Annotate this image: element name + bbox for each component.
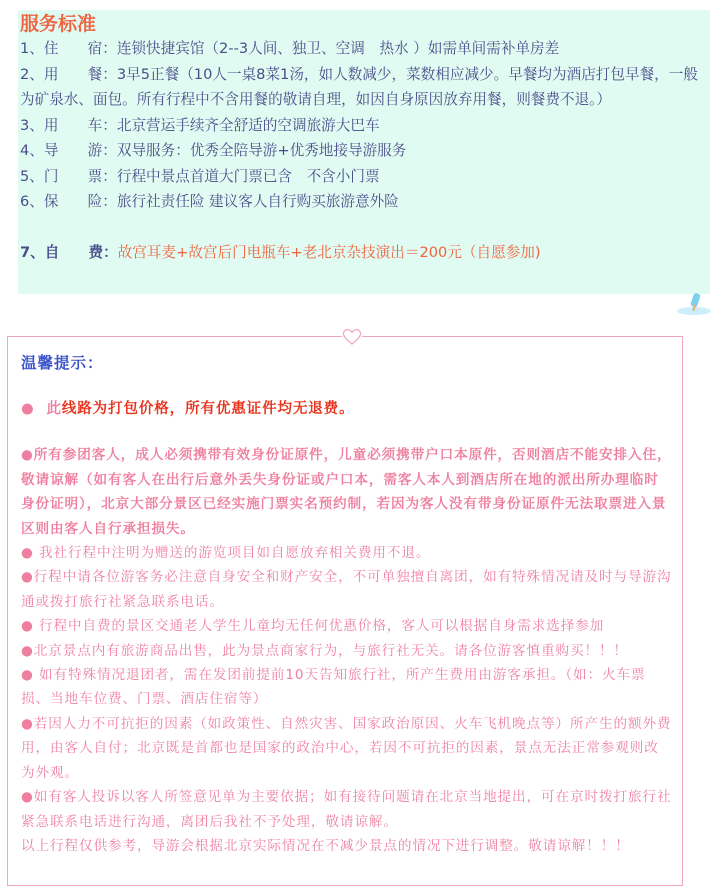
service-line-insurance xyxy=(20,189,712,215)
service-line-value: 北京营运手续齐全舒适的空调旅游大巴车 xyxy=(116,116,380,134)
service-line-transport xyxy=(20,113,712,139)
tip-free-items: ● 我社行程中注明为赠送的游览项目如自愿放弃相关费用不退。 xyxy=(21,545,431,562)
service-line-value: 3早5正餐（10人一桌8菜1汤，如人数减少，菜数相应减少。早餐均为酒店打包早餐，一般为矿泉水、面包。所有行程中不含用餐的敬请自理，如因自身原因放弃用餐，则餐费不退。） xyxy=(20,65,698,108)
tip-force-majeure: ●若因人力不可抗拒的因素（如政策性、自然灾害、国家政治原因、火车飞机晚点等）所产生的额外费用，由客人自付；北京既是首都也是国家的政治中心，若因不可抗拒的因素，景点无法正常参观则改为外观。 xyxy=(21,715,672,781)
bullet-icon: ● xyxy=(21,401,35,417)
tip-lead: 此 xyxy=(46,401,62,417)
service-line-label: 2、用 餐： xyxy=(20,65,117,83)
tip-itinerary-reference: 以上行程仅供参考，导游会根据北京实际情况在不减少景点的情况下进行调整。敬请谅解！！！ xyxy=(21,837,630,854)
service-line-guide xyxy=(20,138,712,164)
service-line-optional-costs xyxy=(20,240,712,266)
service-line-meals xyxy=(20,62,712,113)
tip-id-documents: ●所有参团客人，成人必须携带有效身份证原件，儿童必须携带户口本原件，否则酒店不能安排入住，敬请谅解（如有客人在出行后意外丢失身份证或户口本，需客人本人到酒店所在地的派出所办理临时身份证明），北京大部分景区已经实施门票实名预约制，若因为客人没有带身份证原件无法取票进入景区则由客人自行承担损失。 xyxy=(21,447,672,537)
tip-text: 线路为打包价格，所有优惠证件均无退费。 xyxy=(61,401,355,417)
ice-cream-decoration-icon xyxy=(676,290,712,316)
tip-safety: ●行程中请各位游客务必注意自身安全和财产安全，不可单独擅自离团，如有特殊情况请及时与导游沟通或拨打旅行社紧急联系电话。 xyxy=(21,569,672,610)
tips-section xyxy=(7,336,683,886)
service-line-label: 4、导 游： xyxy=(20,142,117,159)
service-line-tickets xyxy=(20,164,712,190)
tip-self-paid-transport: ● 行程中自费的景区交通老人学生儿童均无任何优惠价格，客人可以根据自身需求选择参加 xyxy=(21,618,605,635)
service-line-label: 7、自 费： xyxy=(20,243,118,261)
tip-complaints: ●如有客人投诉以客人所签意见单为主要依据；如有接待问题请在北京当地提出，可在京时拨打旅行社紧急联系电话进行沟通，离团后我社不予处理，敬请谅解。 xyxy=(21,789,672,830)
tip-shopping: ●北京景点内有旅游商品出售，此为景点商家行为，与旅行社无关。请各位游客慎重购买！！！ xyxy=(21,642,629,659)
tips-title: 温馨提示： xyxy=(21,354,104,372)
service-standard-title: 服务标准 xyxy=(20,13,97,35)
service-line-label: 1、住 宿： xyxy=(20,40,117,57)
service-line-value: 连锁快捷宾馆（2--3人间、独卫、空调 热水 ）如需单间需补单房差 xyxy=(116,40,560,57)
service-line-value: 双导服务：优秀全陪导游+优秀地接导游服务 xyxy=(116,142,407,159)
tips-list xyxy=(21,397,673,858)
service-line-value: 旅行社责任险 建议客人自行购买旅游意外险 xyxy=(116,193,399,210)
service-line-value: 故宫耳麦+故宫后门电瓶车+老北京杂技演出＝200元（自愿参加) xyxy=(117,243,541,261)
service-standard-list xyxy=(20,36,712,265)
service-line-label: 5、门 票： xyxy=(20,167,117,185)
service-line-label: 6、保 险： xyxy=(20,193,117,210)
heart-icon xyxy=(342,328,362,346)
tip-withdrawal: ● 如有特殊情况退团者，需在发团前提前10天告知旅行社，所产生费用由游客承担。（如：火车票损、当地车位费、门票、酒店住宿等） xyxy=(21,667,646,708)
tip-package-price xyxy=(21,397,673,421)
service-line-value: 行程中景点首道大门票已含 不含小门票 xyxy=(116,167,380,185)
service-line-label: 3、用 车： xyxy=(20,116,117,134)
service-standard-section xyxy=(18,10,710,294)
service-line-accommodation xyxy=(20,36,712,62)
